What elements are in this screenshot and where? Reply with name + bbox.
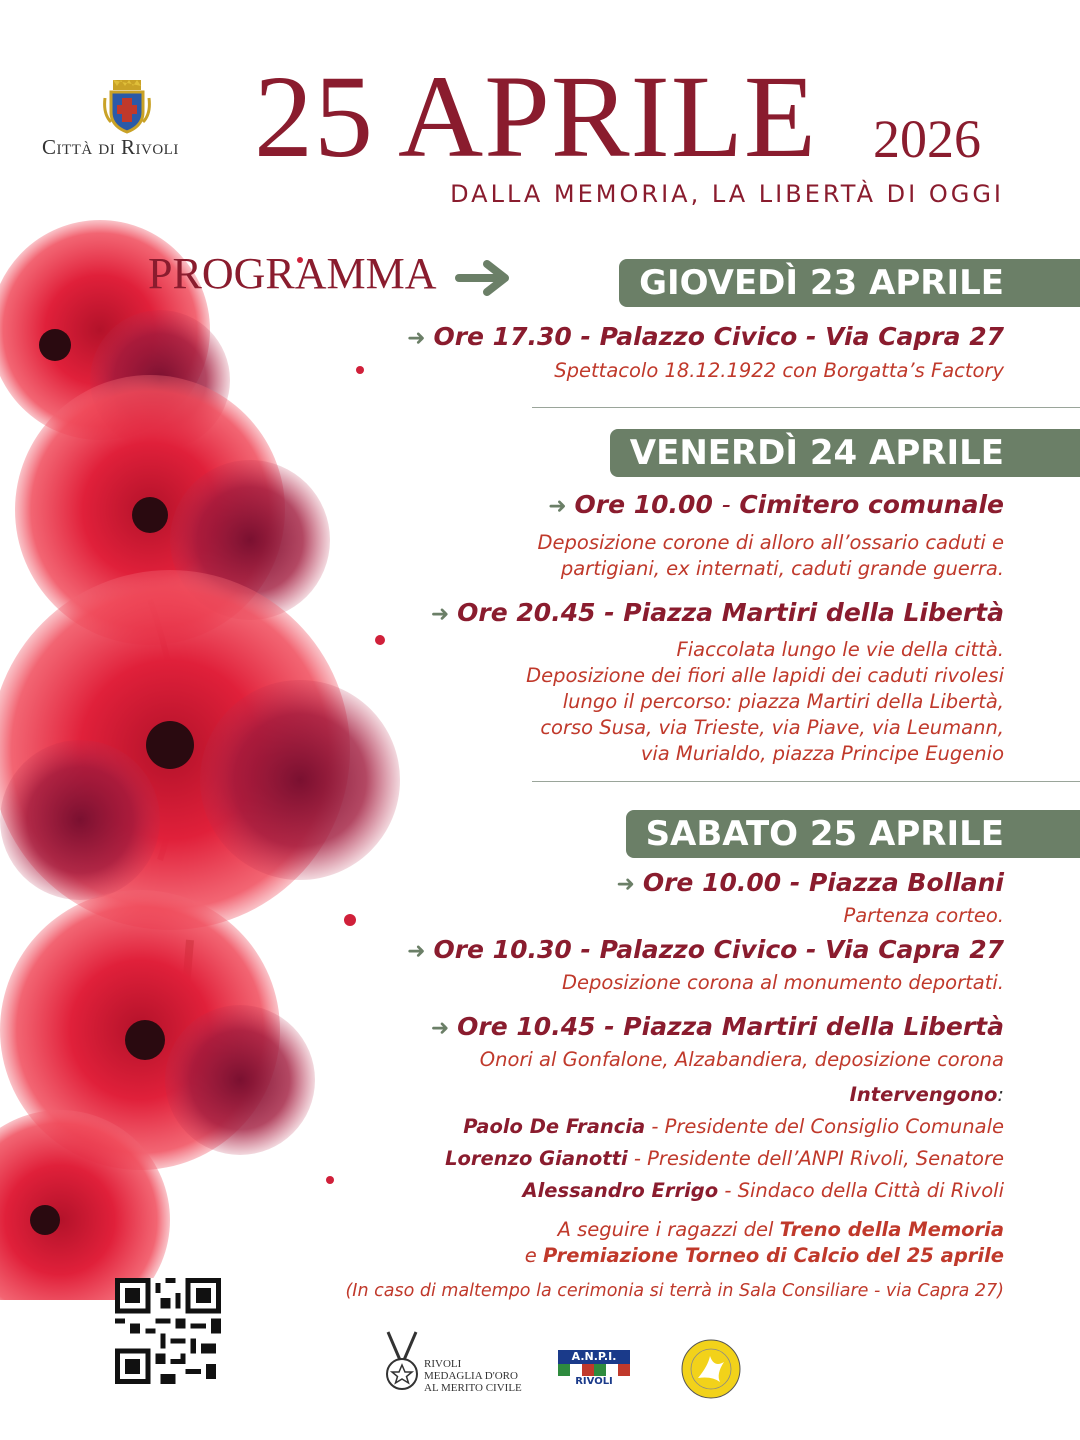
arrow-right-icon: ➜ — [616, 872, 635, 897]
event-time: Ore 17.30 — [433, 322, 572, 351]
arrow-right-icon — [455, 258, 515, 298]
event-description: Onori al Gonfalone, Alzabandiera, deposizione corona — [479, 1048, 1004, 1071]
qr-code-icon[interactable] — [115, 1278, 221, 1384]
event-description: Deposizione corona al monumento deportati. — [561, 971, 1004, 994]
day-banner-sabato: SABATO 25 APRILE — [626, 810, 1080, 858]
comitato-logo-icon — [680, 1338, 742, 1400]
event-time: Ore 10.45 — [457, 1012, 596, 1041]
event-sabato-1: ➜ Ore 10.00 - Piazza Bollani — [616, 868, 1004, 897]
arrow-right-icon: ➜ — [407, 326, 426, 351]
event-description-line: Deposizione corone di alloro all’ossario caduti e — [537, 531, 1004, 554]
city-crest-icon — [103, 78, 151, 134]
poppies-illustration — [0, 220, 420, 1300]
speaker-name: Lorenzo Gianotti — [445, 1147, 628, 1170]
event-place: Cimitero comunale — [739, 490, 1004, 519]
event-description-line: Fiaccolata lungo le vie della città. — [676, 638, 1004, 661]
event-place: Piazza Martiri della Libertà — [623, 598, 1004, 627]
event-time: Ore 10.00 — [642, 868, 782, 897]
speaker-name: Alessandro Errigo — [522, 1179, 719, 1202]
medal-icon — [382, 1330, 422, 1392]
speaker-name: Paolo De Francia — [463, 1115, 646, 1138]
city-logo-text: Città di Rivoli — [42, 135, 179, 159]
event-description-line: partigiani, ex internati, caduti grande guerra. — [560, 557, 1004, 580]
day-banner-venerdi: VENERDÌ 24 APRILE — [610, 429, 1080, 477]
weather-note: (In caso di maltempo la cerimonia si terrà in Sala Consiliare - via Capra 27) — [345, 1281, 1004, 1301]
event-place: Piazza Martiri della Libertà — [623, 1012, 1004, 1041]
event-place: Palazzo Civico - Via Capra 27 — [599, 322, 1004, 351]
page-title: 25 APRILE — [254, 51, 817, 182]
arrow-right-icon: ➜ — [430, 1016, 450, 1041]
speaker-row: Paolo De Francia - Presidente del Consiglio Comunale — [463, 1115, 1004, 1138]
speaker-row: Lorenzo Gianotti - Presidente dell’ANPI Rivoli, Senatore — [445, 1147, 1004, 1170]
medal-caption: RIVOLI MEDAGLIA D'ORO AL MERITO CIVILE — [424, 1358, 522, 1394]
event-description-line: lungo il percorso: piazza Martiri della Libertà, — [562, 690, 1004, 713]
event-time: Ore 10.30 — [433, 935, 572, 964]
event-venerdi-1: ➜ Ore 10.00 - Cimitero comunale — [548, 490, 1004, 519]
section-divider — [532, 407, 1080, 408]
page-subtitle: DALLA MEMORIA, LA LIBERTÀ DI OGGI — [450, 180, 1004, 208]
title-year: 2026 — [873, 109, 981, 169]
event-time: Ore 10.00 — [574, 490, 713, 519]
event-description-line: via Murialdo, piazza Principe Eugenio — [640, 742, 1004, 765]
arrow-right-icon: ➜ — [407, 939, 426, 964]
event-place: Palazzo Civico - Via Capra 27 — [599, 935, 1004, 964]
event-description: Spettacolo 18.12.1922 con Borgatta’s Factory — [554, 359, 1004, 382]
arrow-right-icon: ➜ — [430, 602, 450, 627]
anpi-logo: A.N.P.I. RIVOLI — [558, 1350, 630, 1394]
event-description-line: Deposizione dei fiori alle lapidi dei caduti rivolesi — [526, 664, 1004, 687]
event-description-line: corso Susa, via Trieste, via Piave, via Leumann, — [540, 716, 1004, 739]
intervengono-heading: Intervengono: — [849, 1083, 1004, 1106]
follow-up-line-1: A seguire i ragazzi del Treno della Memoria — [557, 1218, 1004, 1241]
arrow-right-icon: ➜ — [548, 494, 567, 519]
event-description: Partenza corteo. — [843, 904, 1004, 927]
speaker-row: Alessandro Errigo - Sindaco della Città di Rivoli — [522, 1179, 1004, 1202]
speaker-role: Presidente dell’ANPI Rivoli, Senatore — [647, 1147, 1004, 1170]
event-sabato-2: ➜ Ore 10.30 - Palazzo Civico - Via Capra 27 — [407, 935, 1004, 964]
event-place: Piazza Bollani — [808, 868, 1004, 897]
section-divider — [532, 781, 1080, 782]
day-banner-giovedi: GIOVEDÌ 23 APRILE — [619, 259, 1080, 307]
event-venerdi-2: ➜ Ore 20.45 - Piazza Martiri della Libertà — [430, 598, 1004, 627]
event-sabato-3: ➜ Ore 10.45 - Piazza Martiri della Libertà — [430, 1012, 1004, 1041]
event-time: Ore 20.45 — [457, 598, 596, 627]
speaker-role: Presidente del Consiglio Comunale — [664, 1115, 1004, 1138]
follow-up-line-2: e Premiazione Torneo di Calcio del 25 aprile — [524, 1244, 1004, 1267]
speaker-role: Sindaco della Città di Rivoli — [737, 1179, 1004, 1202]
event-giovedi-1: ➜ Ore 17.30 - Palazzo Civico - Via Capra 27 — [407, 322, 1004, 351]
programma-label: PROGRAMMA — [148, 249, 437, 298]
